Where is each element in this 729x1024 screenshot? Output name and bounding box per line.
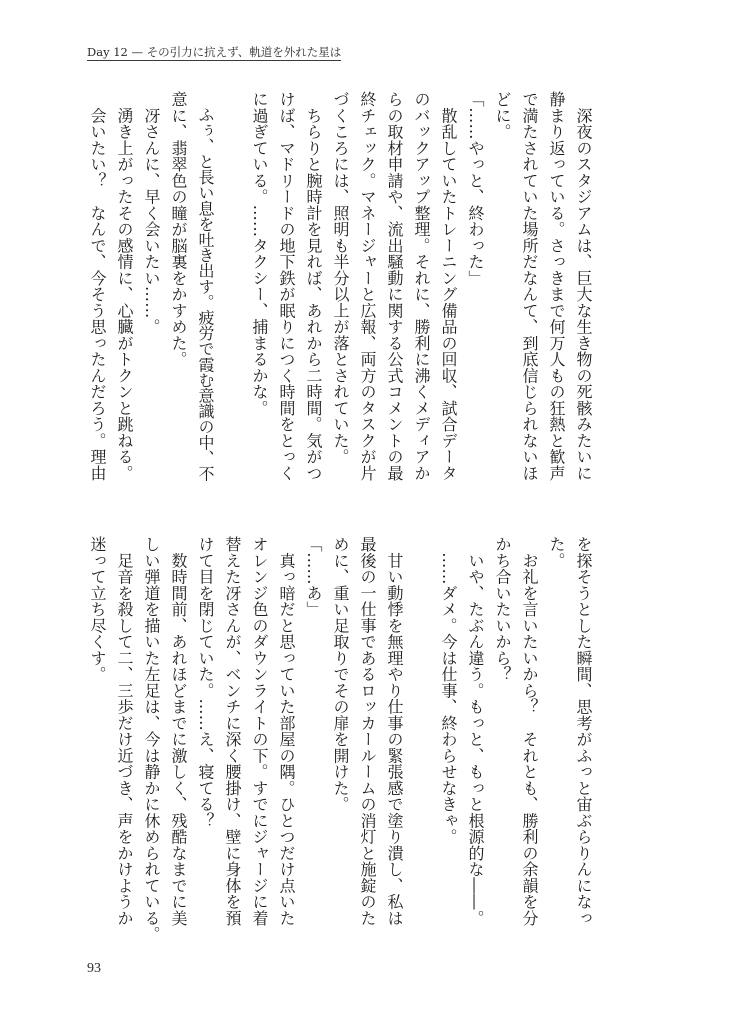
text-column: ちらりと腕時計を見れば、あれから二時間。気がつ — [304, 91, 323, 481]
text-column: けば、マドリードの地下鉄が眠りにつく時間をとっく — [277, 91, 296, 481]
text-column: 散乱していたトレーニング備品の回収、試合データ — [439, 91, 458, 481]
text-column: 会いたい？ なんで、今そう思ったんだろう。理由 — [88, 91, 107, 481]
text-column: ふぅ、と長い息を吐き出す。疲労で霞む意識の中、不 — [196, 91, 215, 482]
blank-column — [219, 91, 246, 491]
text-column: た。 — [547, 536, 566, 569]
dialogue-column: 「……やっと、終わった」 — [466, 91, 485, 286]
text-column: 甘い動悸を無理やり仕事の緊張感で塗り潰し、私は — [385, 536, 404, 926]
text-column: いや、たぶん違う。もっと、もっと根源的な――。 — [466, 536, 485, 926]
text-column: で満たされていた場所だなんて、到底信じられないほ — [520, 91, 539, 481]
text-column: めに、重い足取りでその扉を開けた。 — [331, 536, 350, 813]
upper-text-block — [84, 91, 597, 491]
text-column: 数時間前、あれほどまでに激しく、残酷なまでに美 — [169, 536, 188, 926]
text-column: けて目を閉じていた。……え、寝てる？ — [196, 536, 215, 829]
running-header-title: Day 12 — その引力に抗えず、軌道を外れた星は — [87, 45, 342, 59]
text-column: どに。 — [493, 91, 512, 140]
text-column: 最後の一仕事であるロッカールームの消灯と施錠のた — [358, 536, 377, 926]
page-number: 93 — [87, 961, 101, 976]
text-column: らの取材申請や、流出騒動に関する公式コメントの最 — [385, 91, 404, 481]
text-column: 湧き上がったその感情に、心臓がトクンと跳ねる。 — [115, 91, 134, 481]
text-column: 真っ暗だと思っていた部屋の隅。ひとつだけ点いた — [277, 536, 296, 926]
text-column: 迷って立ち尽くす。 — [88, 536, 107, 683]
text-column: 静まり返っている。さっきまで何万人もの狂熱と歓声 — [547, 91, 566, 481]
text-column: 冴さんに、早く会いたい……。 — [142, 91, 161, 335]
text-column: 意に、翡翠色の瞳が脳裏をかすめた。 — [169, 91, 188, 368]
text-column: のバックアップ整理。それに、勝利に沸くメディアか — [412, 91, 431, 481]
text-column: 終チェック。マネージャーと広報、両方のタスクが片 — [358, 91, 377, 481]
text-column: 替えた冴さんが、ベンチに深く腰掛け、壁に身体を預 — [223, 536, 242, 926]
text-column: に過ぎている。……タクシー、捕まるかな。 — [250, 91, 269, 416]
text-column: 足音を殺して二、三歩だけ近づき、声をかけようか — [115, 536, 134, 926]
text-column: ……ダメ。今は仕事、終わらせなきゃ。 — [439, 536, 458, 845]
text-column: お礼を言いたいから？ それとも、勝利の余韻を分 — [520, 536, 539, 926]
text-column: かち合いたいから？ — [493, 536, 512, 683]
dialogue-column: 「……あ」 — [304, 536, 323, 618]
text-column: を探そうとした瞬間、思考がふっと宙ぶらりんになっ — [574, 536, 593, 926]
text-column: しい弾道を描いた左足は、今は静かに休められている。 — [142, 536, 161, 943]
text-column: づくころには、照明も半分以上が落とされていた。 — [331, 91, 350, 465]
lower-text-block — [84, 536, 597, 943]
blank-column — [408, 536, 435, 936]
text-column: 深夜のスタジアムは、巨大な生き物の死骸みたいに — [574, 91, 593, 481]
text-column: オレンジ色のダウンライトの下。すでにジャージに着 — [250, 536, 269, 926]
